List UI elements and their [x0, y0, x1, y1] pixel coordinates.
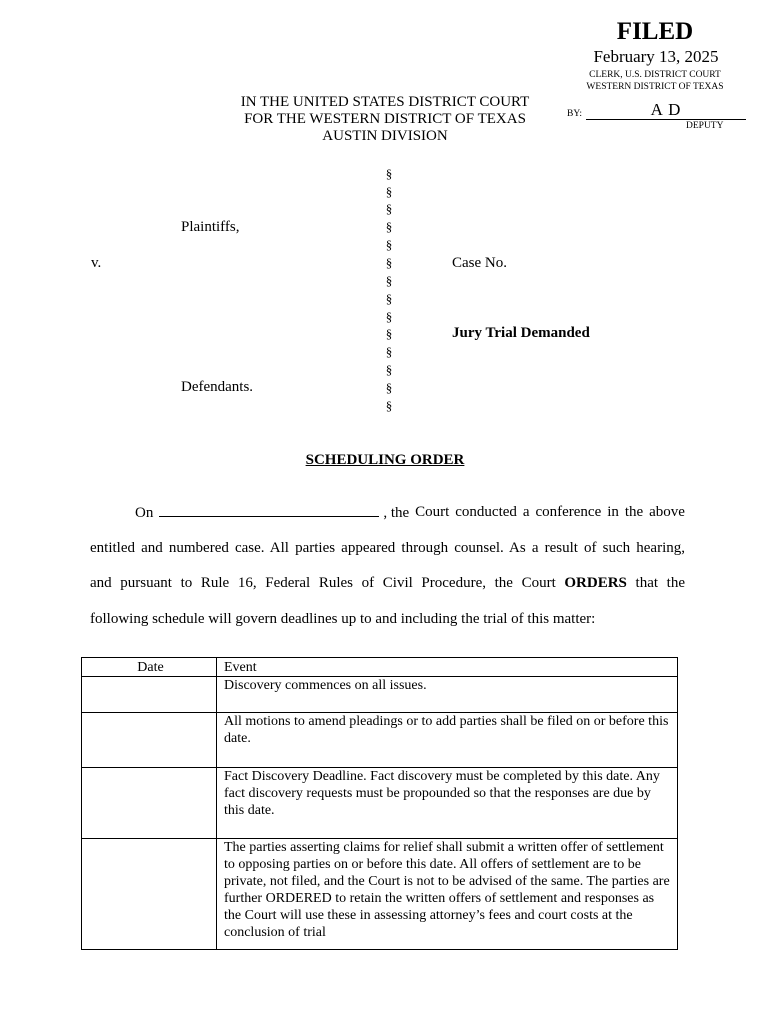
jury-trial-demanded: Jury Trial Demanded: [452, 325, 590, 341]
section-symbol: §: [385, 273, 393, 288]
section-symbol: §: [385, 326, 393, 341]
filed-district: WESTERN DISTRICT OF TEXAS: [586, 82, 724, 92]
versus-label: v.: [91, 255, 102, 271]
date-cell[interactable]: [82, 768, 217, 839]
section-symbol: §: [385, 380, 393, 395]
section-symbol: §: [385, 166, 393, 181]
filed-clerk: CLERK, U.S. DISTRICT COURT: [589, 70, 721, 80]
table-row: [82, 713, 678, 768]
para-text: conference: [535, 504, 602, 520]
case-number-label: Case No.: [452, 255, 507, 271]
para-text: that the: [635, 575, 685, 591]
section-symbol: §: [385, 291, 393, 306]
para-text: and pursuant to Rule 16, Federal Rules of Civil Procedure, the Court: [90, 575, 556, 591]
table-row: [82, 839, 678, 950]
court-name-line-1: IN THE UNITED STATES DISTRICT COURT: [240, 94, 530, 110]
section-symbol: §: [385, 309, 393, 324]
conference-date-blank: [159, 504, 379, 517]
event-column-header: Event: [217, 658, 678, 677]
event-cell: Discovery commences on all issues.: [217, 677, 678, 713]
date-column-header: Date: [82, 658, 217, 677]
plaintiffs-label: Plaintiffs,: [181, 219, 240, 235]
order-paragraph-line-4: following schedule will govern deadlines up to and including the trial of this matter:: [90, 611, 596, 627]
clerk-initials: A D: [650, 100, 682, 119]
order-title: SCHEDULING ORDER: [305, 452, 465, 468]
schedule-table: [81, 657, 678, 950]
para-text: On: [135, 505, 154, 521]
table-header-row: [82, 658, 678, 677]
event-cell: The parties asserting claims for relief shall submit a written offer of settlement to opposing parties on or before this date. All offers of settlement are to be private, not filed, and the Court is not to be advised of the same. The parties are further ORDERED to retain the written offers of settlement and responses as the Court will use these in assessing attorney’s fees and court costs at the conclusion of trial: [217, 839, 678, 950]
filed-date: February 13, 2025: [593, 47, 719, 66]
section-symbol: §: [385, 237, 393, 252]
order-paragraph-line-3: [90, 575, 685, 592]
section-symbol: §: [385, 398, 393, 413]
table-row: [82, 768, 678, 839]
order-paragraph-line-1: [90, 504, 685, 522]
table-row: [82, 677, 678, 713]
court-division: AUSTIN DIVISION: [322, 128, 448, 144]
date-cell[interactable]: [82, 677, 217, 713]
section-symbol: §: [385, 255, 393, 270]
section-symbol: §: [385, 344, 393, 359]
court-name-line-2: FOR THE WESTERN DISTRICT OF TEXAS: [244, 111, 526, 127]
event-cell: Fact Discovery Deadline. Fact discovery must be completed by this date. Any fact discovery requests must be propounded so that the responses are due by this date.: [217, 768, 678, 839]
date-cell[interactable]: [82, 713, 217, 768]
date-cell[interactable]: [82, 839, 217, 950]
para-text: in: [607, 504, 619, 520]
order-paragraph-line-2: entitled and numbered case. All parties appeared through counsel. As a result of such hearing,: [90, 540, 685, 556]
defendants-label: Defendants.: [181, 379, 254, 395]
para-text: above: [649, 504, 685, 520]
section-symbol: §: [385, 201, 393, 216]
para-text: the: [624, 504, 644, 520]
deputy-label: DEPUTY: [686, 121, 724, 131]
section-symbol: §: [385, 362, 393, 377]
para-text: conducted: [455, 504, 517, 520]
filed-by-label: BY:: [567, 109, 582, 119]
orders-emphasis: ORDERS: [564, 575, 627, 591]
para-text: , the: [383, 505, 410, 521]
section-symbol: §: [385, 219, 393, 234]
para-text: a: [522, 504, 530, 520]
filed-stamp-title: FILED: [616, 18, 694, 45]
event-cell: All motions to amend pleadings or to add parties shall be filed on or before this date.: [217, 713, 678, 768]
section-symbol: §: [385, 184, 393, 199]
para-text: Court: [415, 504, 450, 520]
